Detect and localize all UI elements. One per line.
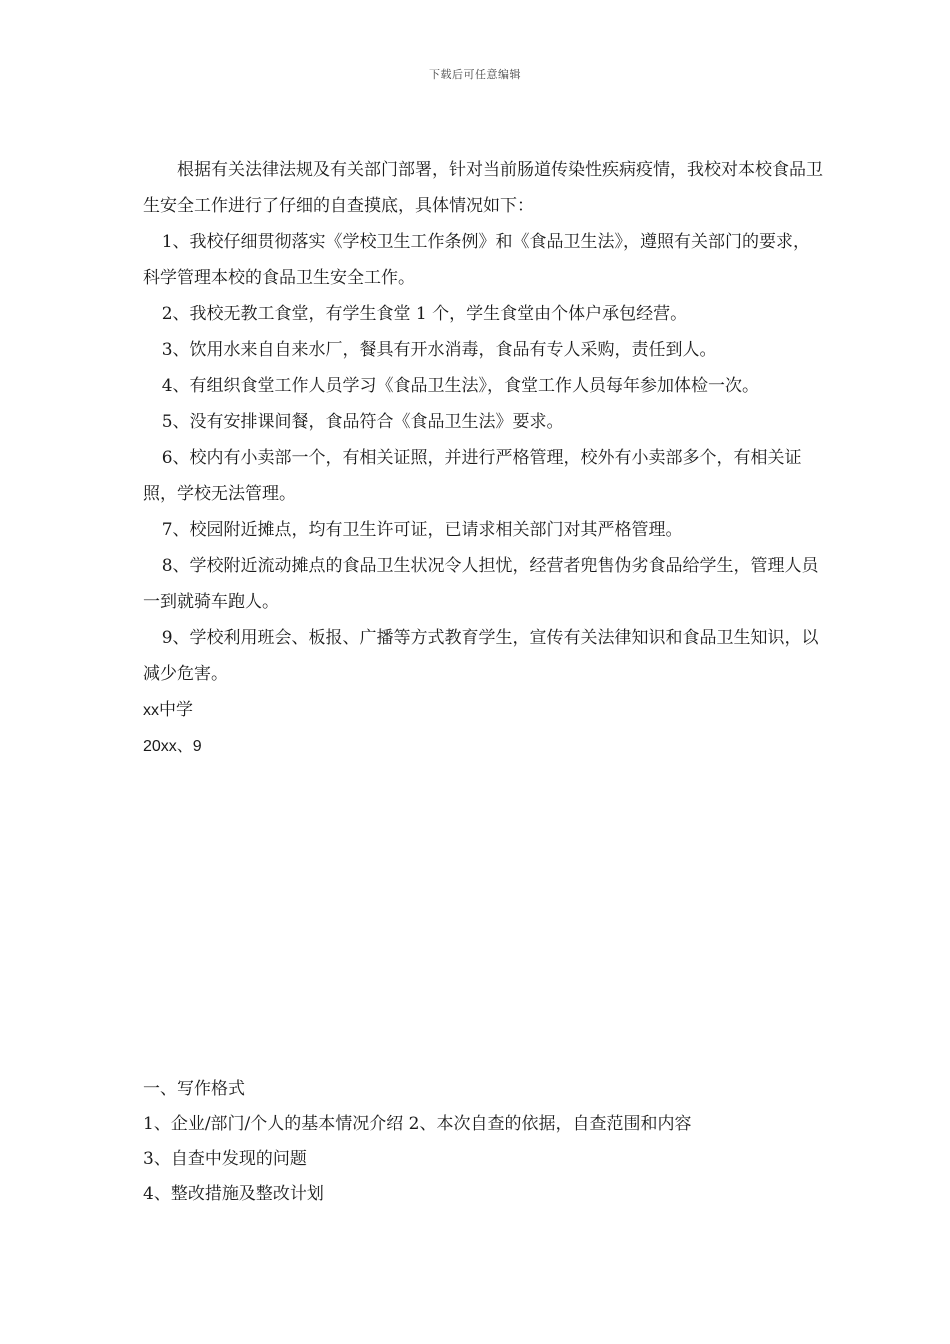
format-line: 4、整改措施及整改计划 bbox=[143, 1184, 324, 1204]
format-title: 一、写作格式 bbox=[143, 1079, 245, 1099]
list-item: 7、校园附近摊点，均有卫生许可证，已请求相关部门对其严格管理。 bbox=[161, 520, 683, 540]
signature-date: 20xx、9 bbox=[143, 738, 202, 755]
intro-paragraph: 根据有关法律法规及有关部门部署，针对当前肠道传染性疾病疫情，我校对本校食品卫生安全工作进行了仔细的自查摸底，具体情况如下： bbox=[143, 160, 823, 216]
writing-format-section bbox=[143, 1072, 823, 1212]
list-item: 1、我校仔细贯彻落实《学校卫生工作条例》和《食品卫生法》，遵照有关部门的要求，科学管理本校的食品卫生安全工作。 bbox=[143, 232, 811, 288]
header-note: 下载后可任意编辑 bbox=[429, 68, 521, 81]
list-item: 3、饮用水来自自来水厂，餐具有开水消毒，食品有专人采购，责任到人。 bbox=[161, 340, 717, 360]
signature-school bbox=[143, 692, 823, 729]
document-body bbox=[143, 152, 823, 765]
school-prefix: xx bbox=[143, 702, 159, 719]
school-suffix: 中学 bbox=[159, 700, 193, 720]
list-item: 6、校内有小卖部一个，有相关证照，并进行严格管理，校外有小卖部多个，有相关证照，学校无法管理。 bbox=[143, 448, 802, 504]
list-item: 5、没有安排课间餐，食品符合《食品卫生法》要求。 bbox=[161, 412, 564, 432]
format-line: 1、企业/部门/个人的基本情况介绍 2、本次自查的依据，自查范围和内容 bbox=[143, 1114, 692, 1134]
list-item: 4、有组织食堂工作人员学习《食品卫生法》，食堂工作人员每年参加体检一次。 bbox=[161, 376, 760, 396]
list-item: 8、学校附近流动摊点的食品卫生状况令人担忧，经营者兜售伪劣食品给学生，管理人员一到就骑车跑人。 bbox=[143, 556, 819, 612]
list-item: 9、学校利用班会、板报、广播等方式教育学生，宣传有关法律知识和食品卫生知识，以减少危害。 bbox=[143, 628, 819, 684]
format-line: 3、自查中发现的问题 bbox=[143, 1149, 307, 1169]
list-item: 2、我校无教工食堂，有学生食堂 1 个，学生食堂由个体户承包经营。 bbox=[161, 304, 688, 324]
